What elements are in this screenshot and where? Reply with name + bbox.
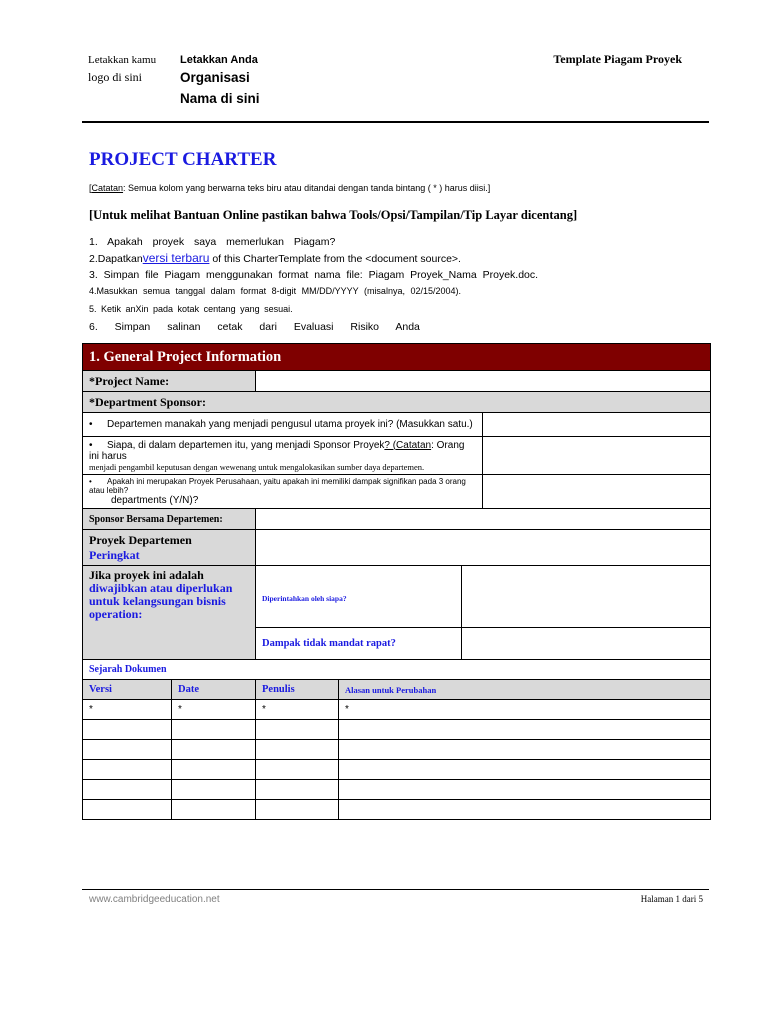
org-line-3: Nama di sini	[180, 91, 260, 106]
dept-project-label: Proyek Departemen	[89, 532, 192, 547]
history-cell[interactable]	[172, 760, 256, 780]
organization-name	[180, 53, 260, 109]
org-line-1: Letakkan Anda	[180, 54, 258, 66]
history-header-row	[83, 680, 711, 700]
history-cell[interactable]: *	[339, 700, 711, 720]
co-sponsor-row	[83, 509, 711, 530]
question-text: Siapa, di dalam departemen itu, yang menjadi Sponsor Proyek	[107, 439, 385, 451]
logo-placeholder	[88, 52, 178, 86]
history-cell[interactable]	[256, 800, 339, 820]
col-version: Versi	[83, 680, 172, 700]
history-cell[interactable]	[256, 740, 339, 760]
history-cell[interactable]	[339, 720, 711, 740]
footer-website: www.cambridgeeducation.net	[89, 894, 220, 905]
project-name-label: *Project Name:	[83, 371, 256, 392]
question-project-sponsor	[83, 437, 483, 475]
history-cell[interactable]	[256, 720, 339, 740]
question-primary-dept	[83, 413, 483, 437]
org-line-2: Organisasi	[180, 70, 250, 85]
question-note-label: ? (Catatan	[384, 439, 432, 451]
dept-ranking-row	[83, 530, 711, 566]
logo-line-1: Letakkan kamu	[88, 54, 157, 66]
step-2	[89, 250, 609, 267]
doc-history-row	[83, 660, 711, 680]
project-name-row	[83, 371, 711, 392]
online-help-note: [Untuk melihat Bantuan Online pastikan bahwa Tools/Opsi/Tampilan/Tip Layar dicentang]	[89, 208, 578, 222]
instruction-steps	[89, 234, 609, 335]
instruction-note	[89, 183, 490, 193]
history-row	[83, 720, 711, 740]
question-enterprise-project	[83, 475, 483, 509]
bullet-icon: •	[89, 477, 92, 486]
ordered-by-label: Diperintahkan oleh siapa?	[262, 593, 347, 603]
col-author: Penulis	[256, 680, 339, 700]
enterprise-project-input[interactable]	[483, 475, 711, 509]
step-6: 6. Simpan salinan cetak dari Evaluasi Risiko Anda	[89, 321, 420, 333]
history-cell[interactable]	[83, 780, 172, 800]
latest-version-link[interactable]: versi terbaru	[142, 251, 210, 265]
mandated-label-line1: Jika proyek ini adalah	[89, 568, 204, 582]
history-cell[interactable]	[83, 760, 172, 780]
section-heading: 1. General Project Information	[83, 344, 711, 371]
history-cell[interactable]	[339, 740, 711, 760]
doc-history-label: Sejarah Dokumen	[83, 660, 711, 680]
history-row	[83, 740, 711, 760]
bullet-icon: •	[89, 419, 93, 430]
question-row-3	[83, 475, 711, 509]
ordered-by-cell	[256, 566, 462, 628]
section-heading-row	[83, 344, 711, 371]
impact-input[interactable]	[462, 628, 711, 660]
col-date: Date	[172, 680, 256, 700]
dept-sponsor-row	[83, 392, 711, 413]
step-1: 1. Apakah proyek saya memerlukan Piagam?	[89, 236, 336, 248]
history-cell[interactable]	[339, 760, 711, 780]
history-cell[interactable]	[256, 760, 339, 780]
history-cell[interactable]	[172, 740, 256, 760]
question-subtext: menjadi pengambil keputusan dengan wewenang untuk mengalokasikan sumber daya departemen.	[89, 461, 425, 472]
question-text: Apakah ini merupakan Proyek Perusahaan, yaitu apakah ini memiliki dampak signifikan pada 3 orang atau lebih?	[89, 477, 466, 495]
impact-label: Dampak tidak mandat rapat?	[256, 628, 462, 660]
footer-divider	[82, 889, 709, 890]
document-title: PROJECT CHARTER	[89, 149, 277, 170]
step-5: 5. Ketik anXin pada kotak centang yang sesuai.	[89, 304, 293, 314]
step-4: 4.Masukkan semua tanggal dalam format 8-digit MM/DD/YYYY (misalnya, 02/15/2004).	[89, 286, 461, 296]
history-cell[interactable]	[172, 780, 256, 800]
history-cell[interactable]	[339, 800, 711, 820]
mandated-label-line2: diwajibkan atau diperlukan untuk kelangsungan bisnis operation:	[89, 581, 233, 621]
co-sponsor-input[interactable]	[256, 509, 711, 530]
history-cell[interactable]	[172, 800, 256, 820]
question-row-1	[83, 413, 711, 437]
dept-ranking-input[interactable]	[256, 530, 711, 566]
general-project-info-form	[82, 343, 711, 820]
question-text: Departemen manakah yang menjadi pengusul utama proyek ini? (Masukkan satu.)	[107, 419, 473, 430]
header-divider	[82, 121, 709, 123]
project-name-input[interactable]	[256, 371, 711, 392]
history-cell[interactable]: *	[256, 700, 339, 720]
history-cell[interactable]: *	[83, 700, 172, 720]
dept-ranking-label	[83, 530, 256, 566]
step-2-suffix: of this CharterTemplate from the <document source>.	[209, 253, 461, 265]
co-sponsor-label: Sponsor Bersama Departemen:	[83, 509, 256, 530]
bullet-icon: •	[89, 439, 93, 451]
history-row	[83, 700, 711, 720]
mandated-label	[83, 566, 256, 660]
question-row-2	[83, 437, 711, 475]
page-number: Halaman 1 dari 5	[640, 894, 703, 904]
history-cell[interactable]	[83, 800, 172, 820]
question-note-text: : Orang ini harus	[89, 439, 465, 462]
ranking-label: Peringkat	[89, 547, 140, 562]
history-row	[83, 800, 711, 820]
history-row	[83, 760, 711, 780]
history-cell[interactable]	[172, 720, 256, 740]
primary-dept-input[interactable]	[483, 413, 711, 437]
template-title: Template Piagam Proyek	[553, 52, 682, 66]
question-subtext: departments (Y/N)?	[111, 495, 199, 506]
history-cell[interactable]	[256, 780, 339, 800]
history-cell[interactable]	[83, 720, 172, 740]
col-change-reason: Alasan untuk Perubahan	[339, 680, 711, 700]
mandated-row	[83, 566, 711, 628]
note-label: Catatan	[91, 183, 124, 193]
history-cell[interactable]	[339, 780, 711, 800]
dept-sponsor-label: *Department Sponsor:	[83, 392, 711, 413]
note-text: : Semua kolom yang berwarna teks biru atau ditandai dengan tanda bintang ( * ) harus diisi.]	[123, 183, 491, 193]
history-cell[interactable]	[83, 740, 172, 760]
ordered-by-input[interactable]	[462, 566, 711, 628]
note-bracket: [	[89, 183, 92, 193]
history-row	[83, 780, 711, 800]
step-3: 3. Simpan file Piagam menggunakan format nama file: Piagam Proyek_Nama Proyek.doc.	[89, 269, 539, 281]
history-cell[interactable]: *	[172, 700, 256, 720]
step-2-prefix: 2.Dapatkan	[89, 253, 143, 265]
project-sponsor-input[interactable]	[483, 437, 711, 475]
logo-line-2: logo di sini	[88, 70, 143, 84]
